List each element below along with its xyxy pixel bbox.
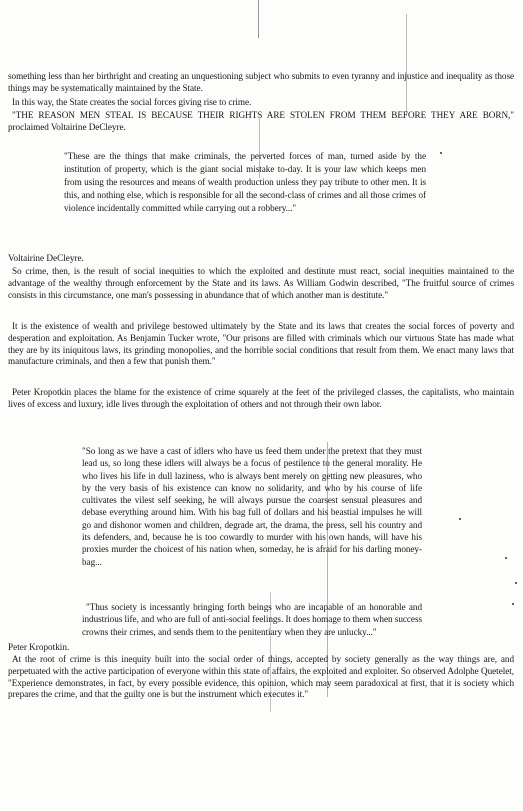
scan-speck: [515, 582, 517, 584]
paragraph-root-of-crime: At the root of crime is this inequity built into the social order of things, accepted by society generally as the way things are, and perpetuated with the active participation of everyone within this state of affairs, the exploited and exploiter. So observed Adolphe Quetelet, "Experience demonstrates, in fact, by every possible evidence, this opinion, which may seem paradoxical at first, that it is society which prepares the crime, and that the guilty one is but the instrument which executes it.": [8, 654, 514, 700]
blockquote-decleyre: "These are the things that make criminals, the perverted forces of man, turned aside by the institution of property, which is the giant social mistake to-day. It is your law which keeps men from using the resources and means of wealth production unless they pay tribute to other men. It is this, and nothing else, which is responsible for all the second-class of crimes and all those crimes of violence incidentally committed while carrying out a robbery...": [64, 151, 426, 214]
scan-speck: [459, 518, 461, 520]
attribution-decleyre: Voltairine DeCleyre.: [8, 253, 84, 263]
paragraph-wealth-privilege: It is the existence of wealth and privilege bestowed ultimately by the State and its laws that creates the social forces of poverty and desperation and exploitation. As Benjamin Tucker wrote, "Our prisons are filled with criminals which our virtuous State has made what they are by its iniquitous laws, its grinding monopolies, and the horrible social conditions that result from them. We enact many laws that manufacture criminals, and then a few that punish them.": [8, 321, 514, 367]
intro-paragraph: something less than her birthright and creating an unquestioning subject who submits to even tyranny and injustice and inequality as those things may be systematically maintained by the State.: [8, 71, 514, 93]
scan-streak: [258, 0, 259, 38]
attribution-kropotkin: Peter Kropotkin.: [8, 642, 70, 652]
scan-speck: [512, 603, 514, 605]
paragraph-this-way: In this way, the State creates the social forces giving rise to crime.: [12, 97, 252, 107]
paragraph-so-crime: So crime, then, is the result of social inequities to which the exploited and destitute must react, social inequities maintained to the advantage of the wealthy through enforcement by the State and its laws. As William Godwin described, "The fruitful source of crimes consists in this circumstance, one man's possessing in abundance that of which another man is destitute.": [8, 266, 514, 300]
paragraph-kropotkin: Peter Kropotkin places the blame for the existence of crime squarely at the feet of the privileged classes, the capitalists, who maintain lives of excess and luxury, idle lives through the exploitation of others and not through their own labor.: [8, 387, 514, 409]
scan-speck: [505, 557, 507, 559]
scan-speck: [440, 152, 442, 154]
paragraph-reason-men-steal: "THE REASON MEN STEAL IS BECAUSE THEIR RIGHTS ARE STOLEN FROM THEM BEFORE THEY ARE BORN," proclaimed Voltairine DeCleyre.: [8, 110, 514, 132]
blockquote-kropotkin-2: "Thus society is incessantly bringing forth beings who are incapable of an honorable and industrious life, and who are full of anti-social feelings. It does homage to them when success crowns their crimes, and sends them to the penitentiary when they are unlucky...": [82, 602, 422, 637]
blockquote-kropotkin-1: "So long as we have a cast of idlers who have us feed them under the pretext that they must lead us, so long these idlers will always be a focus of pestilence to the general morality. He who lives his life in dull laziness, who is always bent merely on getting new pleasures, who by the very basis of his existence can know no solidarity, and who by his course of life cultivates the vilest self seeking, he will always pursue the coarsest sensual pleasures and debase everything around him. With his bag full of dollars and his beastial impulses he will go and dishonor women and children, degrade art, the drama, the press, sell his country and its defenders, and, because he is too cowardly to murder with his own hands, will have his proxies murder the choicest of his nation when, someday, he is afraid for his darling money-bag...: [82, 446, 422, 567]
